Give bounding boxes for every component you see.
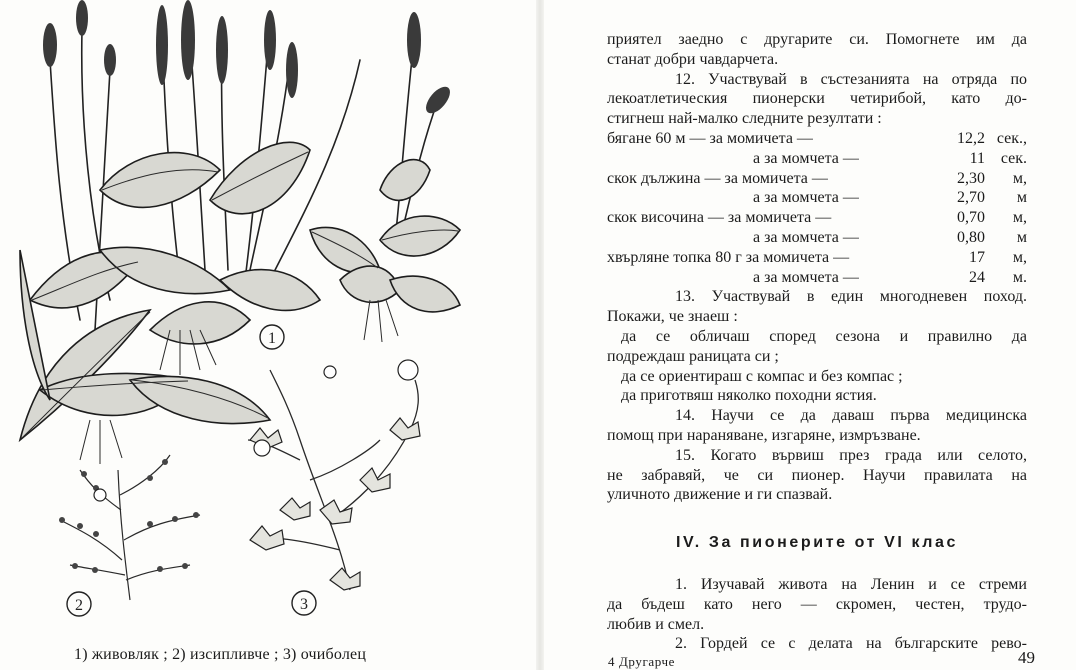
page-number: 49 — [1018, 648, 1035, 667]
item-12-line: лекоатлетическия пионерски четирибой, като до- — [607, 90, 1027, 108]
section-line: 1. Изучавай живота на Ленин и се стреми — [675, 575, 1027, 593]
result-unit: сек., — [996, 129, 1027, 147]
result-value: 11 — [969, 149, 985, 167]
result-unit: сек. — [1000, 149, 1027, 167]
result-label: а за момчета — — [753, 149, 859, 167]
intro-line: приятел заедно с другарите си. Помогнете им да — [607, 31, 1027, 48]
plant-illustration — [0, 0, 540, 630]
result-row — [607, 129, 1027, 149]
result-label: а за момчета — — [753, 189, 859, 207]
result-value: 17 — [969, 248, 985, 266]
item-14-line: 14. Научи се да даваш първа медицинска — [675, 407, 1027, 425]
result-unit: м, — [1012, 248, 1027, 266]
result-value: 0,70 — [957, 209, 985, 227]
result-value: 0,80 — [957, 228, 985, 246]
result-row — [607, 149, 1027, 169]
result-row — [607, 169, 1027, 189]
figure-label-1: 1 — [268, 330, 276, 347]
item-13-list-line: да се обличаш според сезона и правилно да — [621, 327, 1027, 345]
section-line: да бъдеш като него — скромен, честен, трудо- — [607, 595, 1027, 613]
result-value: 2,30 — [957, 169, 985, 187]
result-value: 24 — [969, 268, 985, 286]
result-row — [607, 228, 1027, 248]
result-unit: м, — [1012, 209, 1027, 227]
figure-caption: 1) живовляк ; 2) изсипливче ; 3) очиболец — [74, 646, 367, 663]
item-15-line: 15. Когато вървиш през града или селото, — [675, 446, 1027, 464]
result-label: хвърляне топка 80 г за момичета — — [607, 248, 850, 266]
result-row — [607, 268, 1027, 288]
result-label: а за момчета — — [753, 268, 859, 286]
item-13-list-line: да се ориентираш с компас и без компас ; — [621, 367, 903, 385]
item-15-line: не забравяй, че си пионер. Научи правилата на — [607, 466, 1027, 484]
footer-signature: 4 Другарче — [608, 654, 676, 669]
item-13-list-line: да приготвяш няколко походни ястия. — [621, 387, 877, 405]
result-value: 2,70 — [957, 189, 985, 207]
figure-label-3: 3 — [300, 596, 308, 613]
intro-line: станат добри чавдарчета. — [607, 50, 779, 68]
result-value: 12,2 — [957, 129, 985, 147]
result-row — [607, 188, 1027, 208]
result-unit: м, — [1012, 169, 1027, 187]
item-15-line: уличното движение и ги спазвай. — [607, 486, 833, 504]
figure-label-2: 2 — [75, 597, 83, 614]
item-13-line: 13. Участвувай в един многодневен поход. — [675, 288, 1027, 306]
result-label: скок височина — за момичета — — [607, 209, 832, 227]
result-label: а за момчета — — [753, 228, 859, 246]
result-label: скок дължина — за момичета — — [607, 169, 828, 187]
result-unit: м — [1016, 189, 1027, 207]
item-14-line: помощ при нараняване, изгаряне, измръзване. — [607, 426, 921, 444]
result-label: бягане 60 м — за момичета — — [607, 129, 813, 147]
item-13-list-line: подреждаш раницата си ; — [607, 347, 779, 365]
result-row — [607, 208, 1027, 228]
result-unit: м — [1016, 228, 1027, 246]
section-line: любив и смел. — [607, 615, 705, 633]
item-12-line: 12. Участвувай в състезанията на отряда по — [675, 70, 1027, 88]
item-12-line: стигнеш най-малко следните резултати : — [607, 110, 882, 128]
right-page — [540, 0, 1076, 670]
result-unit: м. — [1012, 268, 1027, 286]
section-line: 2. Гордей се с делата на българските рево- — [675, 635, 1027, 653]
item-13-line: Покажи, че знаеш : — [607, 308, 738, 326]
result-row — [607, 248, 1027, 268]
section-heading: IV. За пионерите от VI клас — [675, 534, 959, 552]
body-text — [607, 30, 1027, 654]
